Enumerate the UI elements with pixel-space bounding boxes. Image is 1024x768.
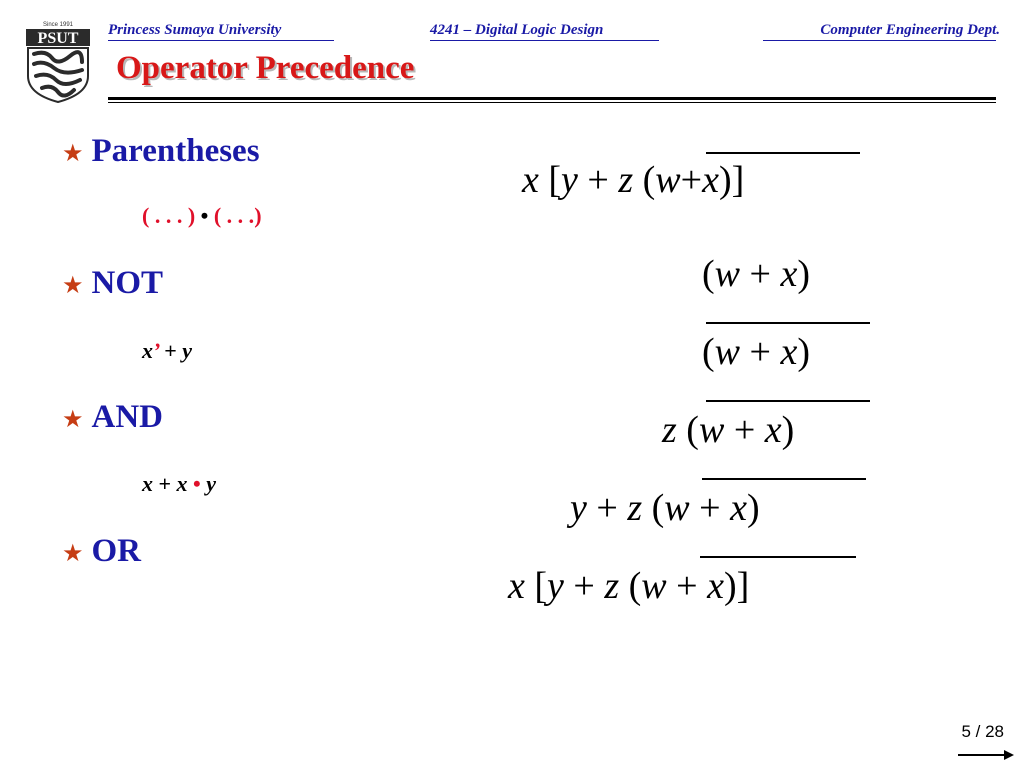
- var-x: x: [142, 338, 153, 363]
- var-y: y: [570, 487, 587, 529]
- university-name: Princess Sumaya University: [108, 22, 282, 38]
- star-bullet-icon: ★: [62, 539, 84, 567]
- department-underline: [763, 40, 996, 41]
- course-name: 4241 – Digital Logic Design: [430, 22, 604, 38]
- left-bracket: [: [548, 159, 562, 201]
- bullet-label: OR: [91, 533, 142, 569]
- department-name: Computer Engineering Dept.: [820, 22, 1000, 38]
- plus-sign: +: [596, 487, 618, 529]
- right-paren: ): [797, 253, 810, 295]
- star-bullet-icon: ★: [62, 139, 84, 167]
- paren-group-1: ( . . . ): [142, 203, 196, 228]
- left-paren: (: [628, 565, 642, 607]
- var-y: y: [547, 565, 564, 607]
- var-w: w: [664, 487, 690, 529]
- bullet-and: [62, 399, 163, 436]
- equation-step-5: [508, 552, 898, 614]
- plus-sign: +: [733, 409, 756, 451]
- page-number: 5 / 28: [961, 722, 1004, 741]
- star-bullet-icon: ★: [62, 405, 84, 433]
- next-slide-arrow-icon[interactable]: [958, 748, 1016, 762]
- var-y: y: [182, 338, 193, 363]
- equation-top: [522, 146, 892, 216]
- paren-group-2: ( . . .: [213, 203, 255, 228]
- equation-step-4: [570, 474, 880, 536]
- overbar: [706, 322, 870, 324]
- plus-sign: +: [164, 338, 177, 363]
- left-paren: (: [702, 253, 715, 295]
- logo-abbr-text: PSUT: [37, 30, 79, 47]
- and-dot: •: [193, 471, 201, 496]
- overbar: [706, 152, 860, 154]
- equation-step-2: [702, 318, 882, 380]
- plus-sign: +: [573, 565, 595, 607]
- bullet-label: AND: [91, 399, 164, 435]
- title-rule-thin: [108, 102, 996, 103]
- var-x: x: [702, 159, 719, 201]
- right-paren: ): [797, 331, 810, 373]
- var-z: z: [604, 565, 620, 607]
- right-paren: ): [718, 159, 732, 201]
- var-w: w: [698, 409, 725, 451]
- equation-step-1: [702, 252, 882, 304]
- plus-sign: +: [676, 565, 698, 607]
- var-z: z: [662, 409, 677, 451]
- bullet-label: Parentheses: [91, 133, 260, 169]
- plus-sign: +: [749, 253, 771, 295]
- and-dot: •: [200, 203, 209, 228]
- right-paren: ): [746, 487, 760, 529]
- var-x: x: [780, 253, 798, 295]
- and-example: [142, 471, 216, 497]
- var-x: x: [522, 159, 539, 201]
- left-paren: (: [642, 159, 656, 201]
- bullet-parentheses: [62, 133, 260, 170]
- right-bracket: ]: [731, 159, 745, 201]
- left-paren: (: [702, 331, 715, 373]
- var-w: w: [641, 565, 667, 607]
- not-example: [142, 338, 192, 364]
- paren-close: ): [254, 203, 262, 228]
- var-x: x: [142, 471, 153, 496]
- var-z: z: [627, 487, 643, 529]
- var-w: w: [655, 159, 681, 201]
- bullet-label: NOT: [91, 265, 164, 301]
- star-bullet-icon: ★: [62, 271, 84, 299]
- left-paren: (: [686, 409, 699, 451]
- right-paren: ): [781, 409, 795, 451]
- plus-sign: +: [699, 487, 721, 529]
- plus-sign: +: [158, 471, 172, 496]
- var-x: x: [707, 565, 724, 607]
- var-x: x: [508, 565, 525, 607]
- overbar: [706, 400, 870, 402]
- logo-since-text: Since 1991: [42, 22, 74, 28]
- bullet-not: [62, 265, 163, 302]
- right-paren: ): [723, 565, 737, 607]
- left-bracket: [: [534, 565, 548, 607]
- prime-mark: ’: [153, 338, 159, 363]
- course-underline: [430, 40, 659, 41]
- overbar: [700, 556, 856, 558]
- parentheses-example: [142, 203, 262, 229]
- var-z: z: [618, 159, 634, 201]
- var-y: y: [561, 159, 578, 201]
- var-x: x: [730, 487, 747, 529]
- psut-logo: [22, 18, 94, 104]
- left-paren: (: [651, 487, 665, 529]
- plus-sign: +: [680, 159, 703, 201]
- university-underline: [108, 40, 334, 41]
- title-rule-thick: [108, 97, 996, 100]
- var-x: x: [176, 471, 188, 496]
- right-bracket: ]: [736, 565, 750, 607]
- equation-step-3: [662, 396, 882, 458]
- plus-sign: +: [587, 159, 609, 201]
- var-w: w: [714, 331, 741, 373]
- var-x: x: [764, 409, 782, 451]
- overbar: [702, 478, 866, 480]
- bullet-or: [62, 533, 141, 570]
- plus-sign: +: [749, 331, 771, 373]
- var-y: y: [206, 471, 217, 496]
- slide-title: Operator Precedence: [116, 50, 415, 86]
- var-x: x: [780, 331, 798, 373]
- var-w: w: [714, 253, 741, 295]
